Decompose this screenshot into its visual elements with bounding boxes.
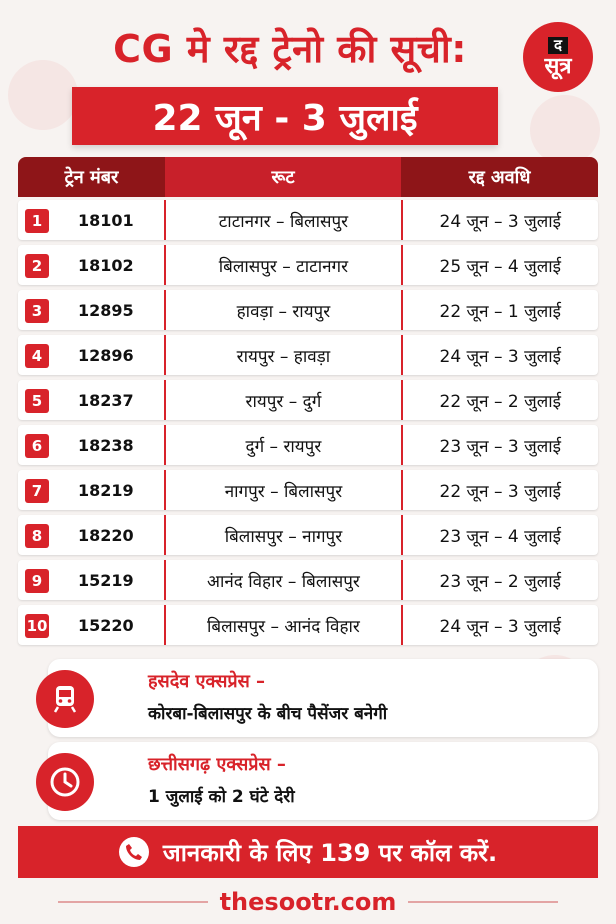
phone-icon	[119, 837, 149, 867]
train-number: 12895	[78, 300, 134, 320]
logo-bottom: सूत्र	[544, 53, 572, 79]
row-number-badge: 2	[25, 254, 49, 278]
train-number: 18237	[78, 390, 134, 410]
table-row	[18, 560, 598, 600]
train-number: 18220	[78, 525, 134, 545]
row-number-badge: 9	[25, 569, 49, 593]
cancel-period: 24 जून – 3 जुलाई	[439, 346, 562, 367]
row-number-badge: 4	[25, 344, 49, 368]
train-route: दुर्ग – रायपुर	[164, 425, 402, 465]
train-number: 18102	[78, 255, 134, 275]
column-header-period: रद्द अवधि	[401, 157, 598, 197]
notice-text: 1 जुलाई को 2 घंटे देरी	[148, 787, 295, 807]
cancel-period: 22 जून – 2 जुलाई	[439, 391, 562, 412]
train-route: टाटानगर – बिलासपुर	[164, 200, 402, 240]
row-number-badge: 7	[25, 479, 49, 503]
watermark-logo	[530, 95, 600, 165]
notice-chhattisgarh-express	[48, 742, 598, 820]
row-number-badge: 5	[25, 389, 49, 413]
cancel-period: 23 जून – 3 जुलाई	[439, 436, 562, 457]
train-number: 15219	[78, 570, 134, 590]
helpline-text: जानकारी के लिए 139 पर कॉल करें.	[162, 838, 498, 867]
table-header	[18, 157, 598, 197]
train-number: 18238	[78, 435, 134, 455]
website-link[interactable]: thesootr.com	[0, 880, 616, 924]
column-header-train-no: ट्रेन मंबर	[18, 157, 165, 197]
helpline-banner	[18, 826, 598, 878]
train-number: 18219	[78, 480, 134, 500]
row-number-badge: 10	[25, 614, 49, 638]
train-route: हावड़ा – रायपुर	[164, 290, 402, 330]
row-number-badge: 6	[25, 434, 49, 458]
page-title: CG मे रद्द ट्रेनो की सूची:	[113, 27, 467, 71]
cancel-period: 22 जून – 1 जुलाई	[439, 301, 562, 322]
notice-hasdeo-express	[48, 659, 598, 737]
train-icon	[36, 670, 94, 728]
cancel-period: 23 जून – 2 जुलाई	[439, 571, 562, 592]
train-route: आनंद विहार – बिलासपुर	[164, 560, 402, 600]
table-row	[18, 245, 598, 285]
logo-top: द	[548, 37, 568, 54]
table-row	[18, 425, 598, 465]
table-row	[18, 200, 598, 240]
table-row	[18, 380, 598, 420]
notice-title: हसदेव एक्सप्रेस –	[148, 671, 266, 692]
table-row	[18, 335, 598, 375]
table-row	[18, 515, 598, 555]
sootr-logo	[523, 22, 593, 92]
train-number: 18101	[78, 210, 134, 230]
notice-title: छत्तीसगढ़ एक्सप्रेस –	[148, 754, 286, 775]
train-route: बिलासपुर – आनंद विहार	[164, 605, 402, 645]
row-number-badge: 8	[25, 524, 49, 548]
clock-icon	[36, 753, 94, 811]
date-range-banner: 22 जून - 3 जुलाई	[72, 87, 498, 145]
train-route: रायपुर – दुर्ग	[164, 380, 402, 420]
train-route: बिलासपुर – टाटानगर	[164, 245, 402, 285]
table-row	[18, 290, 598, 330]
cancel-period: 24 जून – 3 जुलाई	[439, 616, 562, 637]
train-table-body	[18, 200, 598, 650]
train-route: बिलासपुर – नागपुर	[164, 515, 402, 555]
cancel-period: 23 जून – 4 जुलाई	[439, 526, 562, 547]
row-number-badge: 1	[25, 209, 49, 233]
cancel-period: 22 जून – 3 जुलाई	[439, 481, 562, 502]
cancel-period: 24 जून – 3 जुलाई	[439, 211, 562, 232]
table-row	[18, 605, 598, 645]
train-route: नागपुर – बिलासपुर	[164, 470, 402, 510]
train-number: 12896	[78, 345, 134, 365]
cancel-period: 25 जून – 4 जुलाई	[439, 256, 562, 277]
train-number: 15220	[78, 615, 134, 635]
train-route: रायपुर – हावड़ा	[164, 335, 402, 375]
notice-text: कोरबा-बिलासपुर के बीच पैसेंजर बनेगी	[148, 704, 388, 724]
row-number-badge: 3	[25, 299, 49, 323]
table-row	[18, 470, 598, 510]
column-header-route: रूट	[165, 157, 401, 197]
